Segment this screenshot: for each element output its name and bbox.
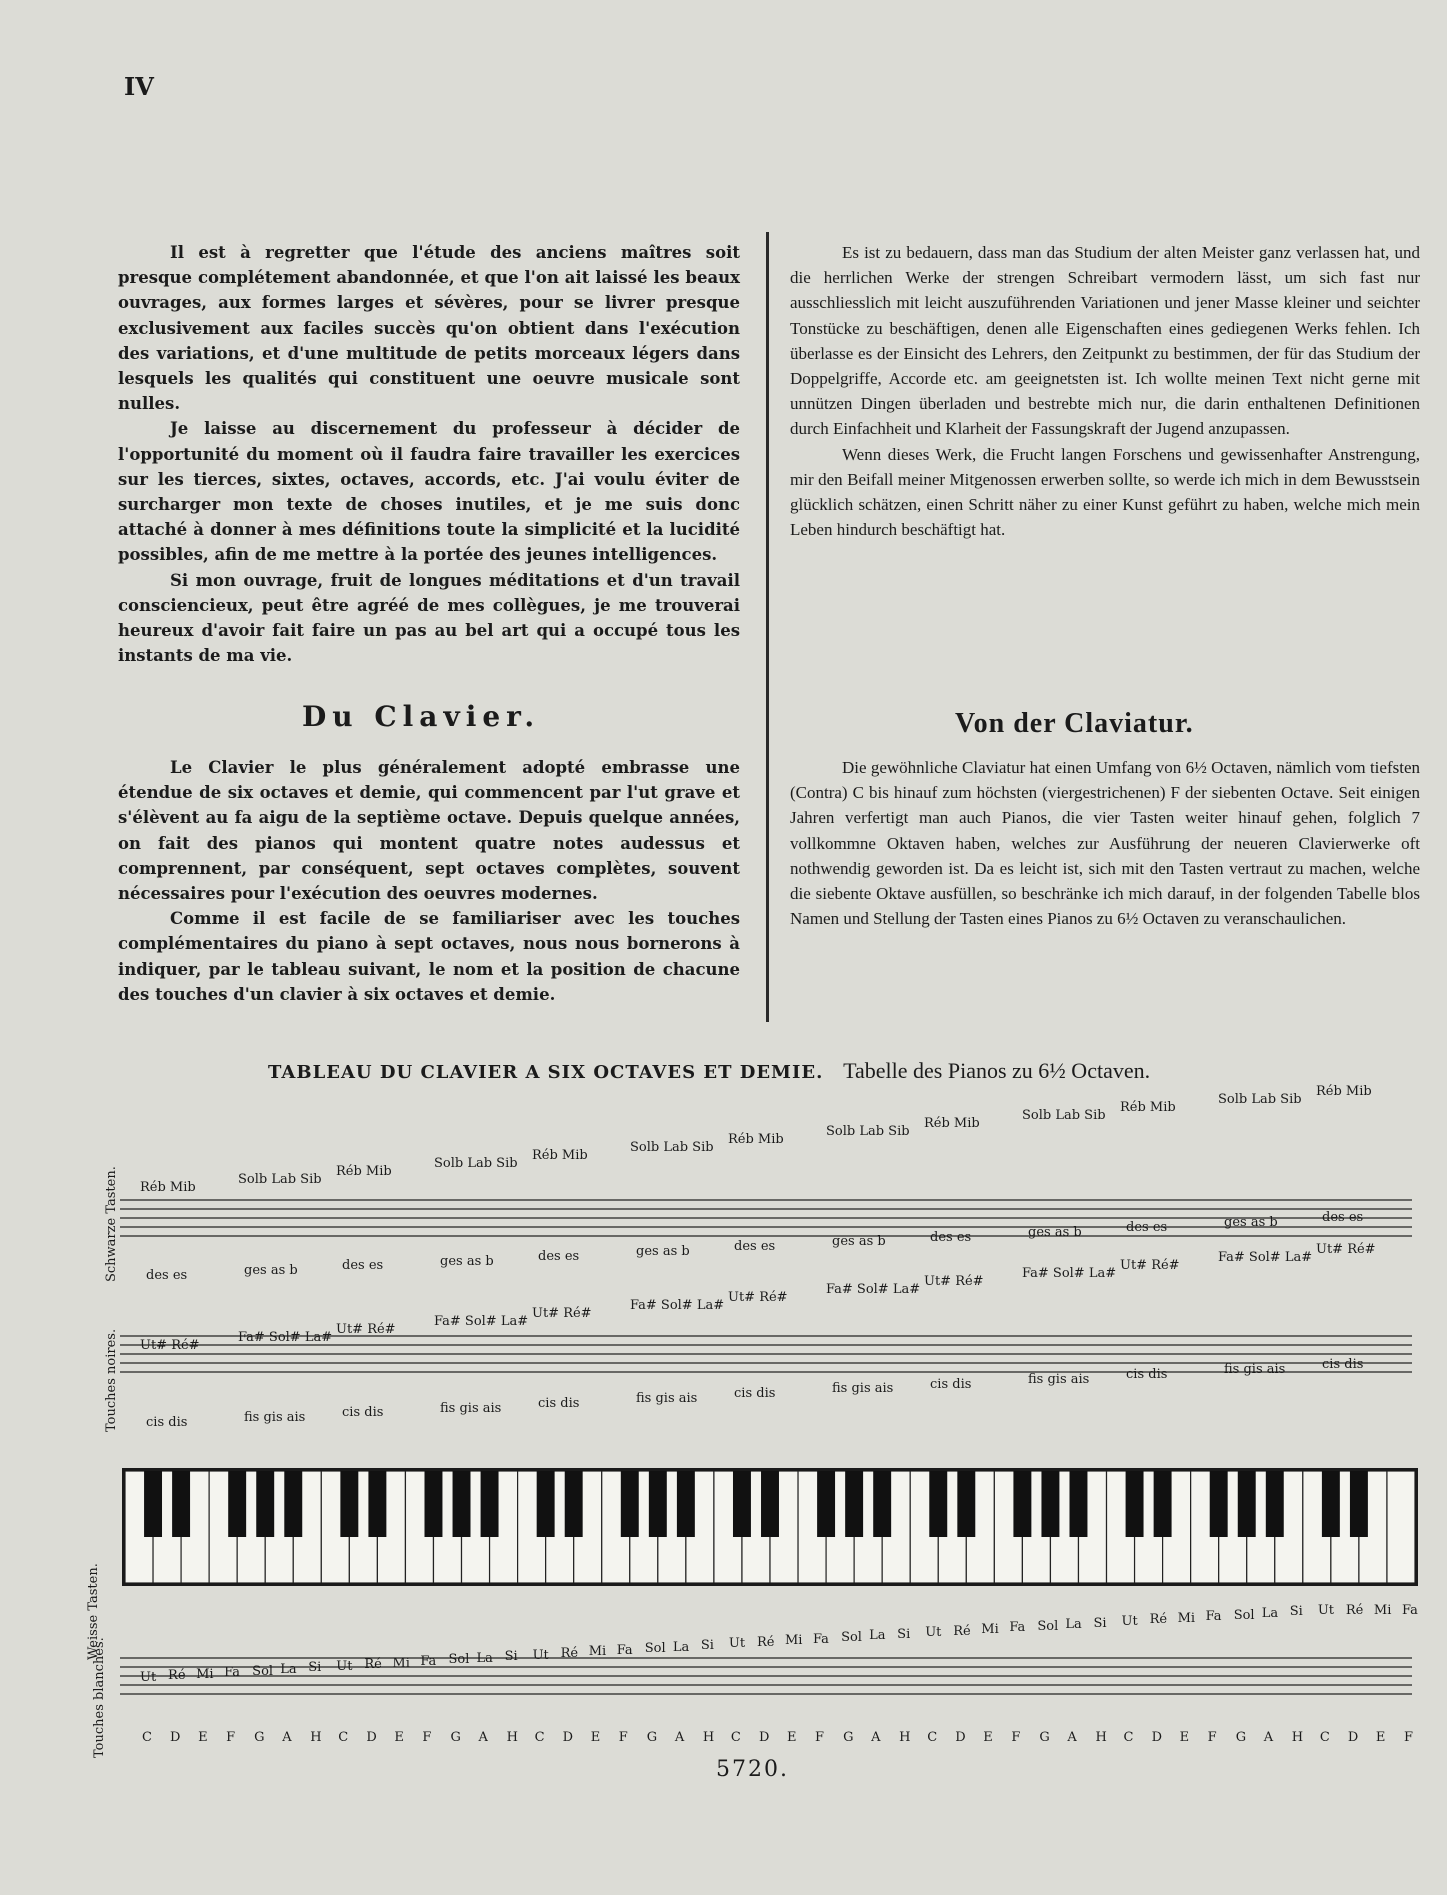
white-key-german-name: G <box>646 1730 658 1745</box>
white-key-german-name: H <box>702 1730 715 1745</box>
flat-name-group: Solb Lab Sib <box>826 1124 910 1139</box>
sharp-german-group: cis dis <box>538 1395 580 1411</box>
white-key-german-name: F <box>422 1730 432 1745</box>
white-key-german-name: C <box>1319 1730 1330 1745</box>
white-key-name: Sol <box>448 1652 470 1668</box>
flat-german-group: des es <box>1126 1220 1168 1235</box>
white-key-name: Si <box>700 1638 714 1653</box>
black-key <box>1126 1471 1144 1537</box>
white-key-name: Mi <box>196 1666 214 1682</box>
white-key-german-name: H <box>1095 1730 1107 1745</box>
white-key-name: Ré <box>1149 1612 1168 1628</box>
sharp-name-group: Ut# Ré# <box>1120 1258 1180 1273</box>
black-key <box>1013 1471 1031 1537</box>
white-key-german-name: F <box>1207 1730 1217 1745</box>
sharp-german-group: fis gis ais <box>244 1410 306 1426</box>
white-key-german-name: E <box>787 1730 797 1745</box>
black-key <box>1070 1471 1088 1537</box>
french-heading: Du Clavier. <box>302 700 541 733</box>
flat-german-group: ges as b <box>244 1263 298 1279</box>
white-key-name: Fa <box>420 1654 437 1669</box>
german-heading: Von der Claviatur. <box>955 708 1194 739</box>
flat-name-group: Réb Mib <box>728 1132 784 1147</box>
table-title-german: Tabelle des Pianos zu 6½ Octaven. <box>843 1058 1151 1083</box>
black-key <box>368 1471 386 1537</box>
french-paragraph: Si mon ouvrage, fruit de longues méditations et d'un travail consciencieux, peut être agréé de mes collègues, je me trouverai heureux d'avoir fait faire un pas au bel art qui a occupé tous les instants de ma vie. <box>118 570 740 666</box>
black-key <box>228 1471 246 1537</box>
flat-name-group: Solb Lab Sib <box>434 1156 518 1171</box>
sharp-name-group: Ut# Ré# <box>924 1274 984 1289</box>
white-key-name: Ut <box>925 1625 942 1641</box>
keyboard-keys <box>125 1471 1415 1583</box>
white-key-german-name: C <box>338 1730 349 1745</box>
flat-name-group: Solb Lab Sib <box>238 1172 322 1187</box>
white-key-german-name: E <box>983 1730 993 1745</box>
white-key-name: La <box>1261 1606 1279 1621</box>
white-key-name: Ré <box>756 1634 775 1650</box>
sharp-name-group: Ut# Ré# <box>336 1322 396 1337</box>
white-key-name: Sol <box>644 1641 666 1657</box>
white-key-german-name: F <box>1403 1730 1413 1745</box>
white-key-german-name: E <box>1375 1730 1386 1745</box>
plate-number: 5720. <box>716 1757 789 1782</box>
sharp-name-group: Fa# Sol# La# <box>238 1330 333 1345</box>
white-key-german-name: A <box>478 1730 488 1745</box>
black-key <box>172 1471 190 1537</box>
flat-name-group: Réb Mib <box>1120 1100 1176 1115</box>
white-key-name: Ut <box>336 1658 353 1674</box>
black-key <box>929 1471 947 1537</box>
flat-german-group: des es <box>342 1258 384 1274</box>
sharp-name-group: Fa# Sol# La# <box>826 1282 921 1297</box>
french-paragraph: Il est à regretter que l'étude des anciens maîtres soit presque complétement abandonnée, et que l'on ait laissé les beaux ouvrages, aux formes larges et sévères, pour se livrer presque exclusivement aux faciles succès qu'on obtient dans l'exécution des variations, et d'une multitude de petits morceaux légers dans lesquels les qualités qui constituent une oeuvre musicale sont nulles. <box>118 243 740 414</box>
sharp-german-group: cis dis <box>734 1386 776 1402</box>
white-key-name: Mi <box>785 1633 803 1649</box>
flat-name-group: Réb Mib <box>140 1180 196 1195</box>
label-white-keys-fr: Touches blanches. <box>92 1637 107 1758</box>
flat-name-group: Solb Lab Sib <box>1022 1108 1106 1123</box>
black-key <box>677 1471 695 1537</box>
white-key-german-name: E <box>394 1730 404 1745</box>
white-key-german-name: E <box>198 1730 208 1745</box>
white-key-german-name: D <box>170 1730 181 1745</box>
white-key-german-name: H <box>310 1730 322 1745</box>
black-key <box>1322 1471 1340 1537</box>
white-key-german-name: D <box>562 1730 574 1745</box>
black-key <box>733 1471 751 1537</box>
white-key-name: Ut <box>140 1670 157 1685</box>
label-white-keys-de: Weisse Tasten. <box>86 1563 101 1660</box>
sharp-german-group: fis gis ais <box>440 1400 502 1416</box>
sharp-name-group: Ut# Ré# <box>140 1338 200 1353</box>
sharp-name-group: Ut# Ré# <box>1316 1242 1376 1257</box>
white-key-name: Sol <box>1037 1618 1059 1634</box>
white-key-german-name: C <box>730 1730 741 1745</box>
white-key-german-name: H <box>899 1730 911 1745</box>
white-key-name: La <box>672 1639 690 1655</box>
white-key-name: Si <box>1093 1615 1107 1631</box>
white-key-name: Ut <box>728 1636 746 1652</box>
black-key <box>144 1471 162 1537</box>
black-key <box>1266 1471 1284 1537</box>
label-black-keys-fr: Touches noires. <box>104 1328 119 1432</box>
french-paragraph: Comme il est facile de se familiariser avec les touches complémentaires du piano à sept octaves, nous nous bornerons à indiquer, par le tableau suivant, le nom et la position de chacune des touches d'un clavier à six octaves et demie. <box>118 909 740 1004</box>
white-key-name: Mi <box>981 1622 999 1637</box>
flat-german-group: ges as b <box>1028 1224 1082 1240</box>
black-key <box>565 1471 583 1537</box>
sharp-german-group: fis gis ais <box>832 1381 894 1397</box>
white-key-german-name: C <box>1123 1730 1134 1745</box>
sharp-german-group: fis gis ais <box>1224 1362 1286 1378</box>
white-key-name: Fa <box>1009 1620 1026 1636</box>
white-key-name: Sol <box>252 1663 274 1679</box>
white-key-german-name: D <box>366 1730 377 1745</box>
flat-german-group: ges as b <box>440 1253 494 1269</box>
sharp-name-group: Fa# Sol# La# <box>630 1298 725 1313</box>
sharp-german-group: fis gis ais <box>1028 1371 1090 1387</box>
black-key <box>1350 1471 1368 1537</box>
white-key-name: Fa <box>1205 1609 1222 1625</box>
white-key-german-name: F <box>815 1730 825 1745</box>
white-key-german-name: C <box>927 1730 938 1745</box>
white-key-german-name: C <box>534 1730 545 1745</box>
white-key-name: Ré <box>1345 1602 1364 1618</box>
white-key-german-name: C <box>142 1730 152 1745</box>
white-key-german-name: A <box>282 1730 292 1745</box>
flat-name-group: Solb Lab Sib <box>1218 1092 1302 1107</box>
white-key-name: Fa <box>616 1642 633 1658</box>
flat-name-group: Réb Mib <box>1316 1084 1372 1099</box>
white-key-german-name: D <box>1347 1730 1359 1745</box>
white-key-name: Ut <box>1317 1602 1334 1618</box>
flat-german-group: des es <box>146 1268 188 1283</box>
sharp-german-group: cis dis <box>146 1415 188 1430</box>
flat-german-group: des es <box>1322 1210 1364 1226</box>
white-key-german-name: F <box>1011 1730 1021 1745</box>
sharp-german-group: cis dis <box>1126 1367 1168 1382</box>
white-key-name: Sol <box>841 1630 862 1645</box>
white-key-name: La <box>280 1662 297 1677</box>
white-key-name: Ré <box>168 1668 186 1684</box>
black-key <box>1041 1471 1059 1537</box>
white-key-german-name: H <box>506 1730 518 1745</box>
white-key-german-name: F <box>618 1730 628 1745</box>
french-paragraph: Le Clavier le plus généralement adopté embrasse une étendue de six octaves et demie, qui commencent par l'ut grave et s'élèvent au fa aigu de la septième octave. Depuis quelque années, on fait des pianos qui montent quatre notes audessus et comprennent, par conséquent, sept octaves complètes, souvent nécessaires pour l'exécution des oeuvres modernes. <box>118 758 740 904</box>
white-key-german-name: A <box>1067 1730 1077 1745</box>
black-key <box>649 1471 667 1537</box>
black-key <box>817 1471 835 1537</box>
white-key <box>1387 1471 1415 1583</box>
white-key-name: Ré <box>953 1623 971 1639</box>
white-key-name: Si <box>897 1626 911 1642</box>
page-number: IV <box>124 72 154 101</box>
white-key-german-name: G <box>450 1730 461 1745</box>
white-key-name: Fa <box>1401 1602 1418 1618</box>
flat-german-group: ges as b <box>636 1244 690 1259</box>
white-key-name: Si <box>1289 1604 1303 1620</box>
flat-name-group: Solb Lab Sib <box>630 1140 714 1155</box>
black-key <box>957 1471 975 1537</box>
white-key-german-name: G <box>1039 1730 1050 1745</box>
black-key <box>761 1471 779 1537</box>
white-key-german-name: D <box>758 1730 770 1745</box>
white-key-name: Ré <box>560 1646 579 1661</box>
flat-german-group: des es <box>734 1239 776 1255</box>
black-key <box>481 1471 499 1537</box>
white-key-name: Si <box>504 1649 518 1665</box>
white-key-name: Mi <box>1373 1602 1392 1618</box>
white-key-german-name: A <box>674 1730 685 1745</box>
white-key-name: Fa <box>224 1665 241 1681</box>
german-paragraph: Wenn dieses Werk, die Frucht langen Forschens und gewissenhafter Anstrengung, mir den Beifall meiner Mitgenossen erwerben sollte, so werde ich mich in dem Bewusstsein glücklich schätzen, einen Schritt näher zu einer Kunst geführt zu haben, welche mich mein Leben hindurch beschäftigt hat. <box>790 444 1420 540</box>
flat-german-group: des es <box>930 1229 972 1245</box>
black-key <box>340 1471 358 1537</box>
sharp-name-group: Ut# Ré# <box>728 1290 788 1305</box>
sharp-german-group: cis dis <box>1322 1357 1364 1373</box>
white-key-name: Ut <box>1121 1614 1138 1629</box>
flat-name-group: Réb Mib <box>924 1116 980 1131</box>
german-paragraph: Es ist zu bedauern, dass man das Studium der alten Meister ganz verlassen hat, und die herrlichen Werke der strengen Schreibart vermodern lässt, um sich fast nur ausschliesslich mit leicht auszuführenden Variationen und jener Masse kleiner und seichter Tonstücke zu beschäftigen, denen alle Eigenschaften eines gediegenen Werks fehlen. Ich überlasse es der Einsicht des Lehrers, den Zeitpunkt zu bestimmen, der für das Studium der Doppelgriffe, Accorde etc. am geeignetsten ist. Ich wollte meinen Text nicht gerne mit unnützen Dingen überladen und bestrebte mich nur, die darin enthaltenen Definitionen durch Einfachheit und Klarheit der Fassungskraft der Jugend anzupassen. <box>790 243 1420 439</box>
white-key-name: Sol <box>1233 1607 1255 1623</box>
white-key-name: Mi <box>392 1655 410 1671</box>
white-key-german-name: D <box>955 1730 966 1745</box>
black-key <box>845 1471 863 1537</box>
white-key-name: Mi <box>1177 1610 1196 1626</box>
white-key-name: La <box>869 1628 886 1644</box>
sharp-german-group: cis dis <box>342 1405 384 1421</box>
black-key <box>537 1471 555 1537</box>
white-key-german-name: A <box>871 1730 881 1745</box>
french-paragraph: Je laisse au discernement du professeur à décider de l'opportunité du moment où il faudra faire travailler les exercices sur les tierces, sixtes, octaves, accords, etc. J'ai voulu éviter de surcharger mon texte de choses inutiles, et je me suis donc attaché à donner à mes définitions toute la simplicité et la lucidité possibles, afin de me mettre à la portée des jeunes intelligences. <box>118 419 740 565</box>
black-key <box>256 1471 274 1537</box>
flat-german-group: ges as b <box>1224 1215 1278 1231</box>
white-key-german-name: G <box>254 1730 265 1745</box>
white-key-german-name: E <box>1179 1730 1190 1745</box>
white-key-name: Ré <box>364 1657 382 1673</box>
white-key-name: La <box>1065 1617 1082 1633</box>
white-key-name: Fa <box>813 1631 829 1647</box>
sharp-german-group: fis gis ais <box>636 1391 698 1406</box>
table-title-french: TABLEAU DU CLAVIER A SIX OCTAVES ET DEMIE. <box>268 1062 824 1083</box>
white-key-german-name: H <box>1291 1730 1304 1745</box>
german-paragraph: Die gewöhnliche Claviatur hat einen Umfang von 6½ Octaven, nämlich vom tiefsten (Contra) C bis hinauf zum höchsten (viergestrichenen) F der siebenten Octave. Seit einigen Jahren verfertigt man auch Pianos, die vier Tasten weiter hinauf gehen, folglich 7 vollkommne Oktaven haben, welches zur Ausführung der neueren Clavierwerke oft nothwendig geworden ist. Da es leicht ist, sich mit den Tasten vertraut zu machen, welche die siebente Oktave ausfüllen, so beschränke ich mich darauf, in der folgenden Tabelle blos Namen und Stellung der Tasten eines Pianos zu 6½ Octaven zu veranschaulichen. <box>790 758 1420 929</box>
white-key-name: Si <box>308 1660 322 1676</box>
white-key-german-name: F <box>226 1730 236 1745</box>
black-key <box>1210 1471 1228 1537</box>
flat-name-group: Réb Mib <box>336 1164 392 1179</box>
flat-german-group: des es <box>538 1248 580 1264</box>
white-key-name: Mi <box>588 1644 607 1660</box>
white-key-german-name: G <box>843 1730 854 1745</box>
sharp-name-group: Fa# Sol# La# <box>1022 1266 1117 1281</box>
black-key <box>453 1471 471 1537</box>
black-key <box>425 1471 443 1537</box>
white-key-german-name: E <box>590 1730 601 1745</box>
flat-german-group: ges as b <box>832 1234 886 1250</box>
flat-name-group: Réb Mib <box>532 1148 588 1163</box>
sharp-name-group: Fa# Sol# La# <box>1218 1250 1313 1265</box>
sharp-name-group: Fa# Sol# La# <box>434 1314 529 1329</box>
black-key <box>1154 1471 1172 1537</box>
white-key-german-name: G <box>1235 1730 1247 1745</box>
label-black-keys-de: Schwarze Tasten. <box>104 1166 119 1282</box>
white-key-german-name: A <box>1263 1730 1274 1745</box>
white-key-german-name: D <box>1151 1730 1162 1745</box>
black-key <box>621 1471 639 1537</box>
white-key-name: Ut <box>532 1647 549 1663</box>
sharp-name-group: Ut# Ré# <box>532 1306 592 1321</box>
piano-keyboard <box>122 1468 1418 1586</box>
white-key-name: La <box>476 1650 493 1666</box>
black-key <box>284 1471 302 1537</box>
black-key <box>1238 1471 1256 1537</box>
black-key <box>873 1471 891 1537</box>
sharp-german-group: cis dis <box>930 1376 972 1392</box>
